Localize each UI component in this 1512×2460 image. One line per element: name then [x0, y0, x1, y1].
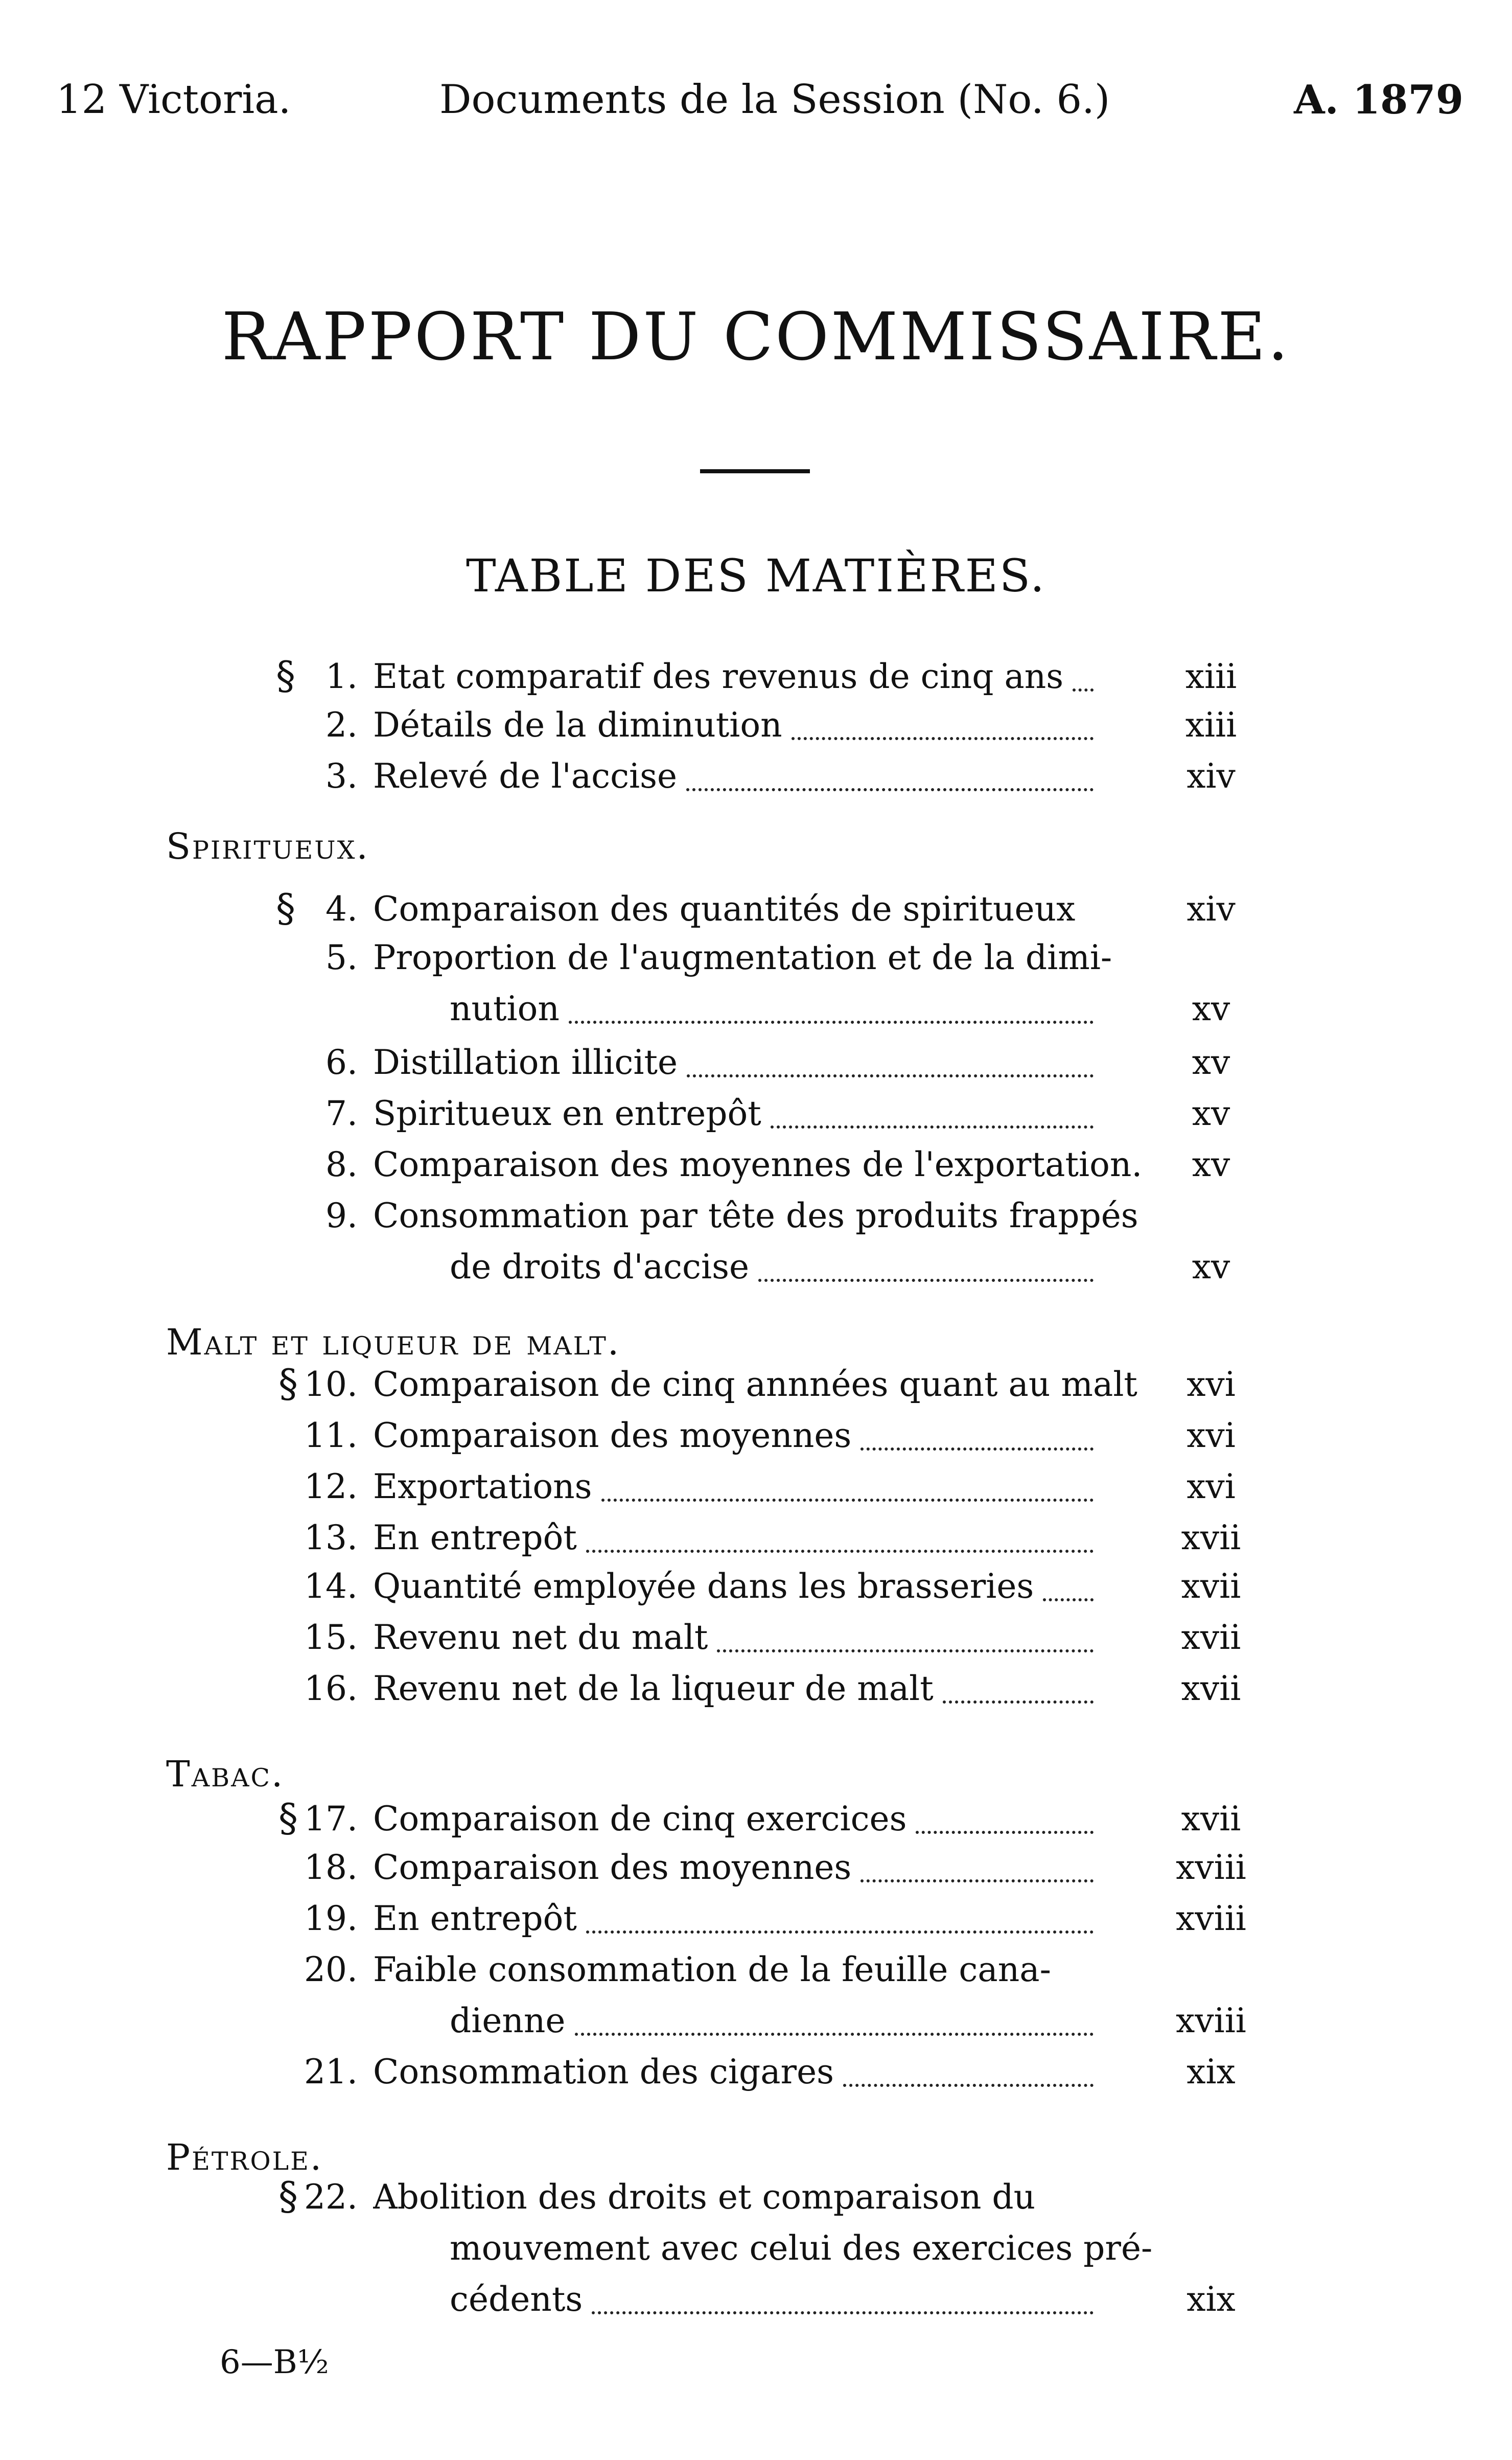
dot-leader [860, 1447, 1094, 1451]
entry-number: 5. [325, 938, 358, 977]
entry-number: 17. [304, 1799, 358, 1838]
section-heading-tabac: Tabac. [166, 1753, 285, 1795]
section-symbol: § [276, 885, 295, 931]
section-symbol: § [276, 653, 295, 698]
entry-title: Comparaison de cinq exercices [373, 1799, 907, 1838]
dot-leader [687, 1074, 1094, 1077]
entry-page-number: xix [1187, 2052, 1236, 2091]
dot-leader [1073, 688, 1094, 692]
entry-page-number: xv [1192, 989, 1230, 1028]
header-year: A. 1879 [1294, 77, 1463, 123]
dot-leader [860, 1879, 1094, 1882]
header-session-document: Documents de la Session (No. 6.) [439, 77, 1110, 123]
entry-page-number: xvii [1181, 1567, 1241, 1606]
entry-title: Détails de la diminution [373, 705, 782, 745]
dot-leader [586, 1930, 1094, 1934]
entry-number: 18. [304, 1848, 358, 1887]
entry-title: Quantité employée dans les brasseries [373, 1567, 1034, 1606]
entry-page-number: xvi [1187, 1467, 1236, 1506]
entry-number: 12. [304, 1467, 358, 1506]
entry-number: 3. [325, 756, 358, 796]
entry-title: Comparaison des quantités de spiritueux [373, 889, 1076, 929]
entry-page-number: xv [1192, 1094, 1230, 1133]
section-symbol: § [278, 1795, 298, 1841]
entry-page-number: xv [1192, 1043, 1230, 1082]
entry-title-continuation: dienne [450, 2001, 566, 2040]
entry-number: 14. [304, 1567, 358, 1606]
entry-title: Consommation des cigares [373, 2052, 834, 2091]
section-heading-malt: Malt et liqueur de malt. [166, 1321, 621, 1363]
entry-number: 20. [304, 1950, 358, 1989]
entry-title: Proportion de l'augmentation et de la dimi- [373, 938, 1112, 977]
header-regnal-year: 12 Victoria. [56, 77, 291, 123]
entry-page-number: xvii [1181, 1669, 1241, 1708]
entry-title: Comparaison de cinq annnées quant au malt [373, 1365, 1137, 1404]
entry-title: Spiritueux en entrepôt [373, 1094, 761, 1133]
section-heading-petrole: Pétrole. [166, 2136, 323, 2178]
entry-number: 19. [304, 1899, 358, 1938]
entry-title: Comparaison des moyennes [373, 1416, 852, 1455]
entry-number: 4. [325, 889, 358, 929]
entry-title-continuation: nution [450, 989, 560, 1028]
entry-page-number: xviii [1176, 1899, 1246, 1938]
entry-number: 15. [304, 1618, 358, 1657]
entry-title-continuation: mouvement avec celui des exercices pré- [450, 2228, 1153, 2268]
entry-number: 21. [304, 2052, 358, 2091]
toc-heading: TABLE DES MATIÈRES. [466, 549, 1046, 602]
section-heading-spiritueux: Spiritueux. [166, 825, 369, 867]
entry-title: Revenu net du malt [373, 1618, 708, 1657]
entry-page-number: xvii [1181, 1799, 1241, 1838]
dot-leader [843, 2084, 1094, 2087]
entry-page-number: xvii [1181, 1518, 1241, 1557]
entry-title: Comparaison des moyennes de l'exportation. [373, 1145, 1143, 1184]
entry-title: Comparaison des moyennes [373, 1848, 852, 1887]
entry-number: 9. [325, 1196, 358, 1235]
dot-leader [1043, 1598, 1094, 1601]
entry-number: 6. [325, 1043, 358, 1082]
entry-title: En entrepôt [373, 1899, 577, 1938]
dot-leader [569, 1021, 1094, 1024]
entry-title: Abolition des droits et comparaison du [373, 2177, 1036, 2217]
dot-leader [943, 1700, 1094, 1704]
section-symbol: § [278, 1361, 298, 1406]
entry-number: 13. [304, 1518, 358, 1557]
entry-number: 8. [325, 1145, 358, 1184]
entry-page-number: xix [1187, 2280, 1236, 2319]
dot-leader [601, 1499, 1094, 1502]
signature-mark: 6—B½ [220, 2343, 329, 2381]
dot-leader [575, 2033, 1094, 2036]
entry-number: 22. [304, 2177, 358, 2217]
entry-page-number: xviii [1176, 1848, 1246, 1887]
entry-number: 1. [325, 657, 358, 696]
dot-leader [717, 1649, 1094, 1652]
entry-page-number: xv [1192, 1145, 1230, 1184]
entry-title: Distillation illicite [373, 1043, 678, 1082]
dot-leader [771, 1125, 1094, 1129]
entry-title: Revenu net de la liqueur de malt [373, 1669, 934, 1708]
entry-title: En entrepôt [373, 1518, 577, 1557]
entry-number: 11. [304, 1416, 358, 1455]
entry-title: Faible consommation de la feuille cana- [373, 1950, 1051, 1989]
entry-title-continuation: cédents [450, 2280, 583, 2319]
dot-leader [792, 737, 1094, 740]
section-symbol: § [278, 2173, 298, 2219]
title-divider [700, 469, 810, 473]
entry-title: Consommation par tête des produits frappés [373, 1196, 1138, 1235]
entry-page-number: xvi [1187, 1365, 1236, 1404]
dot-leader [586, 1550, 1094, 1553]
entry-page-number: xvii [1181, 1618, 1241, 1657]
dot-leader [758, 1279, 1094, 1282]
entry-page-number: xv [1192, 1247, 1230, 1286]
entry-number: 7. [325, 1094, 358, 1133]
entry-title: Etat comparatif des revenus de cinq ans [373, 657, 1064, 696]
dot-leader [916, 1831, 1094, 1834]
entry-title: Exportations [373, 1467, 592, 1506]
entry-page-number: xvi [1187, 1416, 1236, 1455]
entry-number: 16. [304, 1669, 358, 1708]
entry-page-number: xiii [1185, 657, 1237, 696]
entry-page-number: xiv [1187, 756, 1236, 796]
entry-title-continuation: de droits d'accise [450, 1247, 750, 1286]
entry-number: 10. [304, 1365, 358, 1404]
entry-page-number: xviii [1176, 2001, 1246, 2040]
entry-title: Relevé de l'accise [373, 756, 678, 796]
entry-number: 2. [325, 705, 358, 745]
dot-leader [592, 2311, 1094, 2314]
entry-page-number: xiii [1185, 705, 1237, 745]
entry-page-number: xiv [1187, 889, 1236, 929]
page-title: RAPPORT DU COMMISSAIRE. [221, 299, 1291, 375]
dot-leader [686, 788, 1094, 791]
